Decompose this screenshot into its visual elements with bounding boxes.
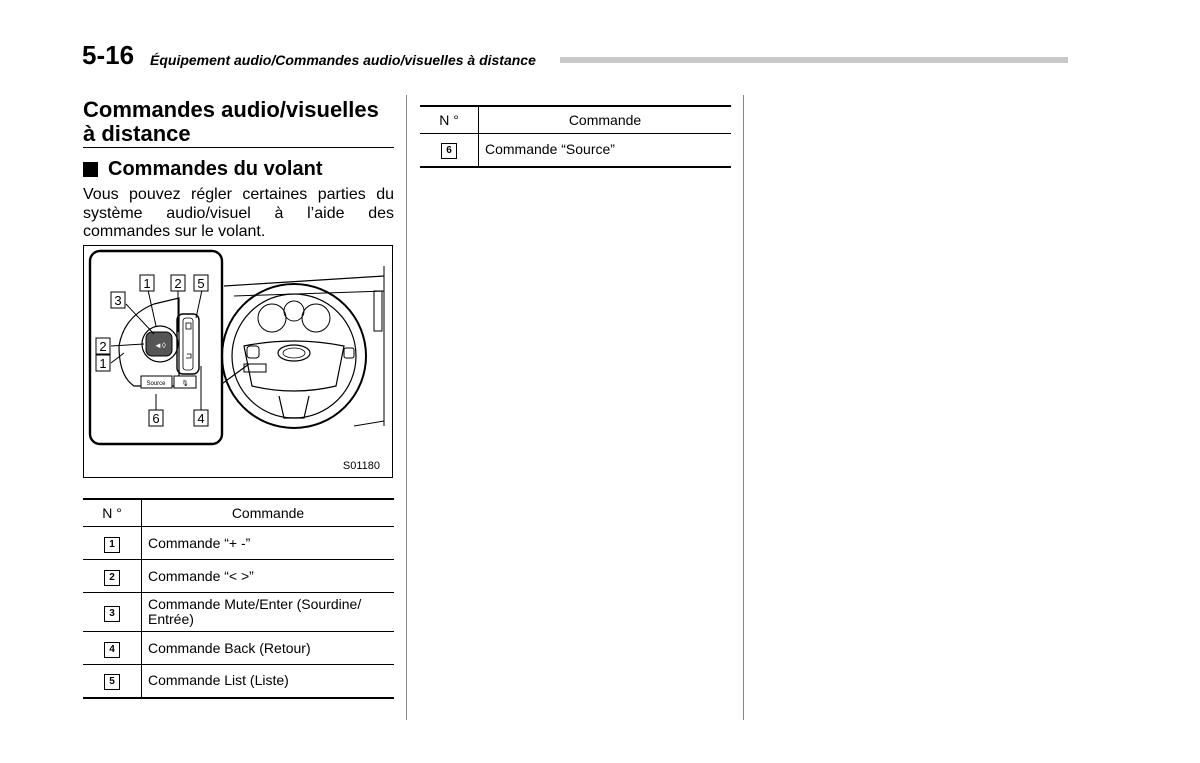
figure-callout-4: 4 <box>197 411 205 426</box>
row-number-badge: 3 <box>104 606 120 622</box>
table-header-row <box>420 106 731 134</box>
figure-callout-6: 6 <box>152 411 160 426</box>
table-row <box>83 527 394 560</box>
page-number: 5-16 <box>82 40 135 70</box>
row-command-text: Commande Back (Retour) <box>142 632 395 665</box>
table-row <box>420 134 731 167</box>
figure-source-button-label: Source <box>146 381 166 387</box>
column-divider-2 <box>743 95 744 720</box>
table-row <box>83 593 394 632</box>
section-title: Commandes audio/visuelles à distance <box>83 97 379 146</box>
svg-text:🎙: 🎙 <box>181 381 189 387</box>
command-table-right <box>420 105 731 168</box>
steering-wheel-illustration <box>84 246 392 477</box>
row-number-badge: 1 <box>104 537 120 553</box>
col-header-command: Commande <box>142 499 395 527</box>
row-number-badge: 5 <box>104 674 120 690</box>
column-divider-1 <box>406 95 407 720</box>
figure-callout-2-top: 2 <box>174 276 182 291</box>
row-number-badge: 4 <box>104 642 120 658</box>
row-number-badge: 2 <box>104 570 120 586</box>
table-row <box>83 632 394 665</box>
square-bullet-icon <box>83 162 98 177</box>
figure-callout-3: 3 <box>114 293 122 308</box>
header-rule <box>560 57 1068 63</box>
table-header-row <box>83 499 394 527</box>
figure-callout-1-left: 1 <box>99 356 107 371</box>
row-command-text: Commande List (Liste) <box>142 665 395 698</box>
subsection-title-text: Commandes du volant <box>108 158 323 180</box>
row-command-text: Commande “< >” <box>142 560 395 593</box>
steering-wheel-figure <box>83 245 393 478</box>
svg-text:◄◊: ◄◊ <box>154 341 166 350</box>
row-command-text: Commande Mute/Enter (Sourdine/ Entrée) <box>142 593 395 632</box>
table-row <box>83 560 394 593</box>
col-header-number: N ° <box>420 106 479 134</box>
subsection-title <box>83 158 322 181</box>
figure-callout-2-left: 2 <box>99 339 107 354</box>
table-row <box>83 665 394 698</box>
command-table-left <box>83 498 394 699</box>
section-rule <box>83 147 394 148</box>
running-header-title: Équipement audio/Commandes audio/visuelles à distance <box>150 52 536 68</box>
intro-paragraph: Vous pouvez régler certaines parties du système audio/visuel à l’aide des commandes sur le volant. <box>83 186 394 240</box>
figure-callout-5: 5 <box>197 276 205 291</box>
col-header-number: N ° <box>83 499 142 527</box>
col-header-command: Commande <box>479 106 732 134</box>
figure-code: S01180 <box>342 460 380 472</box>
figure-callout-1-top: 1 <box>143 276 151 291</box>
row-number-badge: 6 <box>441 143 457 159</box>
row-command-text: Commande “+ -” <box>142 527 395 560</box>
row-command-text: Commande “Source” <box>479 134 732 167</box>
